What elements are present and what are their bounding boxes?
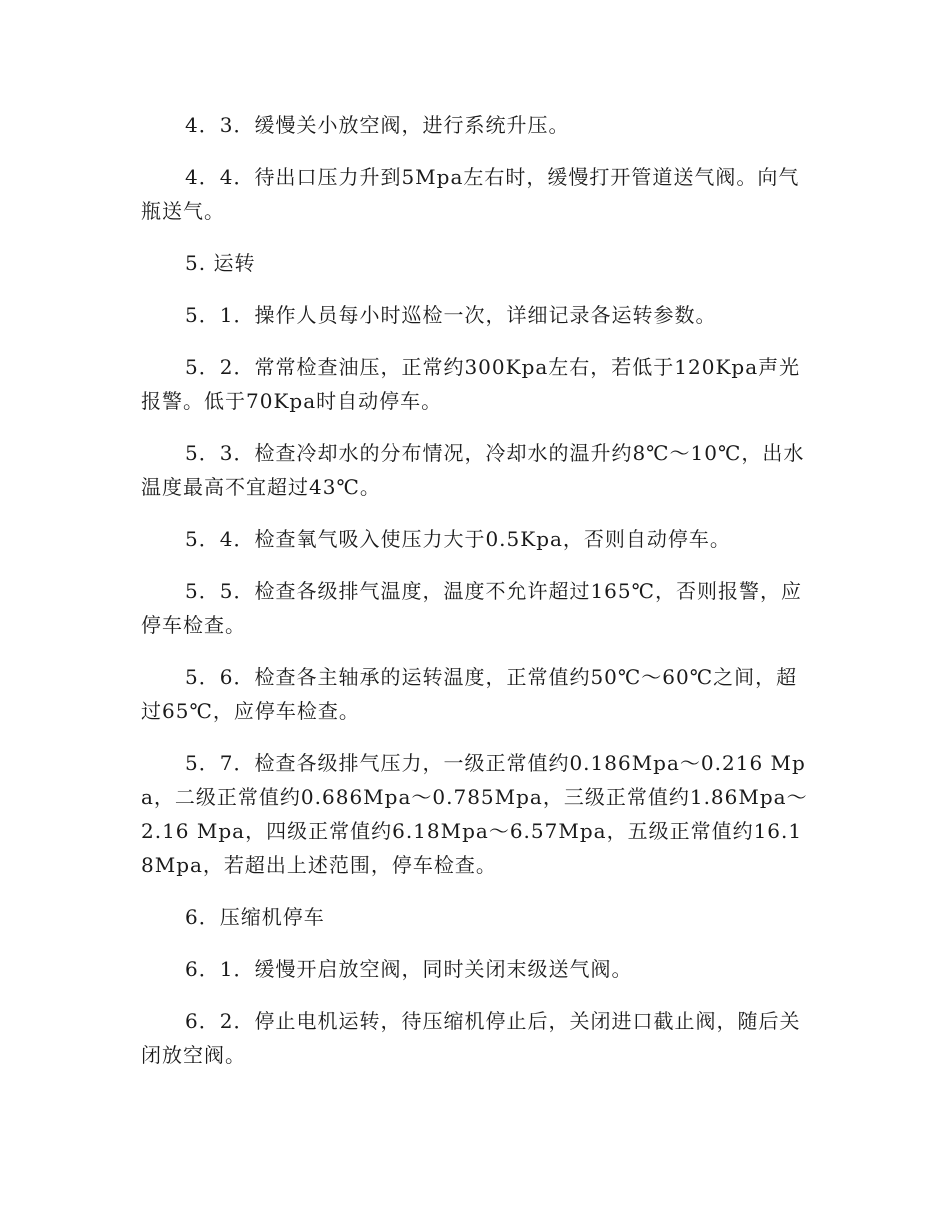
document-body bbox=[141, 108, 813, 1090]
paragraph-5-2: 5．2．常常检查油压，正常约300Kpa左右，若低于120Kpa声光报警。低于70Kpa时自动停车。 bbox=[141, 355, 801, 413]
paragraph-4-4: 4．4．待出口压力升到5Mpa左右时，缓慢打开管道送气阀。向气瓶送气。 bbox=[141, 165, 800, 223]
section-heading-6: 6．压缩机停车 bbox=[185, 905, 325, 929]
paragraph-5-3: 5．3．检查冷却水的分布情况，冷却水的温升约8℃～10℃，出水温度最高不宜超过43℃。 bbox=[141, 441, 805, 499]
paragraph-4-3: 4．3．缓慢关小放空阀，进行系统升压。 bbox=[185, 113, 570, 137]
section-heading-5: 5. 运转 bbox=[185, 251, 256, 275]
paragraph-5-5: 5．5．检查各级排气温度，温度不允许超过165℃，否则报警，应停车检查。 bbox=[141, 579, 802, 637]
paragraph-5-6: 5．6．检查各主轴承的运转温度，正常值约50℃～60℃之间，超过65℃，应停车检查。 bbox=[141, 665, 798, 723]
paragraph-6-2: 6．2．停止电机运转，待压缩机停止后，关闭进口截止阀，随后关闭放空阀。 bbox=[141, 1009, 801, 1067]
paragraph-5-4: 5．4．检查氧气吸入使压力大于0.5Kpa，否则自动停车。 bbox=[185, 527, 731, 551]
paragraph-6-1: 6．1．缓慢开启放空阀，同时关闭末级送气阀。 bbox=[185, 957, 633, 981]
paragraph-5-7: 5．7．检查各级排气压力，一级正常值约0.186Mpa～0.216 Mpa，二级正常值约0.686Mpa～0.785Mpa，三级正常值约1.86Mpa～2.16 Mpa，四级正常值约6.18Mpa～6.57Mpa，五级正常值约16.18Mpa，若超出上述范围，停车检查。 bbox=[141, 751, 808, 877]
paragraph-5-1: 5．1．操作人员每小时巡检一次，详细记录各运转参数。 bbox=[185, 303, 717, 327]
